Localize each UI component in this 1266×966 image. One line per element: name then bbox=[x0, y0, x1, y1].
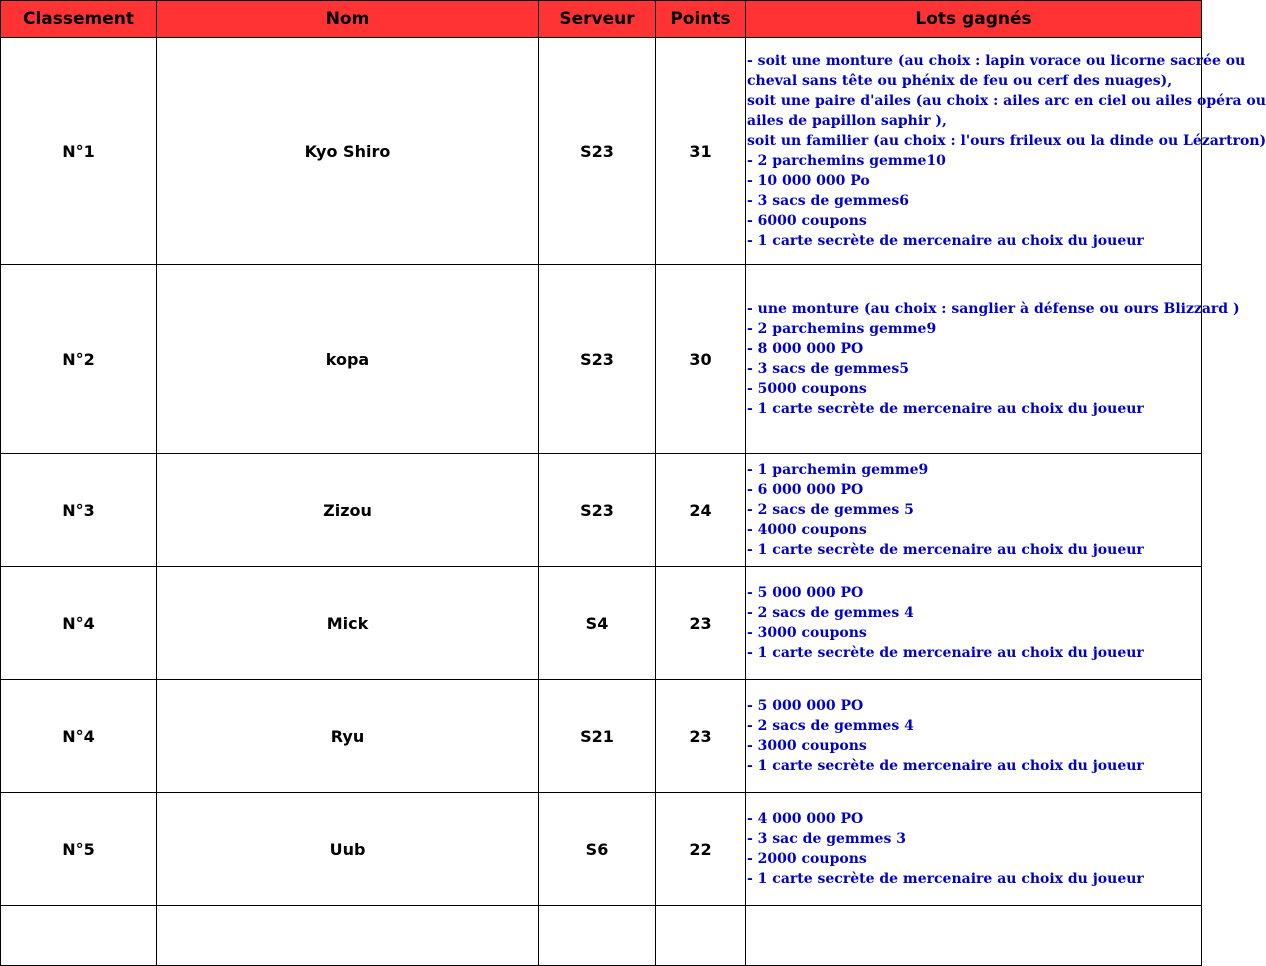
prize-line: - 3000 coupons bbox=[747, 738, 867, 754]
prize-line: - 1 carte secrète de mercenaire au choix du joueur bbox=[747, 233, 1144, 249]
prizes-cell bbox=[746, 680, 1202, 793]
prize-line: - 2 sacs de gemmes 5 bbox=[747, 502, 914, 518]
player-name-cell: Zizou bbox=[157, 454, 539, 567]
prizes-cell bbox=[746, 793, 1202, 906]
server-cell: S23 bbox=[539, 265, 656, 454]
prize-line: - 6 000 000 PO bbox=[747, 482, 864, 498]
prize-line: - 1 parchemin gemme9 bbox=[747, 462, 929, 478]
prizes-cell bbox=[746, 38, 1266, 265]
rank-cell: N°2 bbox=[1, 265, 157, 454]
prize-line: - 5000 coupons bbox=[747, 381, 867, 397]
server-cell: S6 bbox=[539, 793, 656, 906]
points-cell: 24 bbox=[656, 454, 746, 567]
player-name-cell: Ryu bbox=[157, 680, 539, 793]
server-cell bbox=[539, 906, 656, 966]
player-name-cell: kopa bbox=[157, 265, 539, 454]
points-cell: 31 bbox=[656, 38, 746, 265]
prize-line: - 5 000 000 PO bbox=[747, 698, 864, 714]
header-rank: Classement bbox=[1, 1, 157, 38]
prizes-cell bbox=[746, 906, 1202, 966]
prizes-cell bbox=[746, 454, 1202, 567]
table-row bbox=[1, 906, 1202, 966]
player-name-cell: Kyo Shiro bbox=[157, 38, 539, 265]
server-cell: S21 bbox=[539, 680, 656, 793]
prize-line: - 2 parchemins gemme10 bbox=[747, 153, 946, 169]
player-name-cell: Mick bbox=[157, 567, 539, 680]
prize-line: - 1 carte secrète de mercenaire au choix du joueur bbox=[747, 758, 1144, 774]
table-row bbox=[1, 38, 1202, 265]
prize-line: - 8 000 000 PO bbox=[747, 341, 864, 357]
prize-line: - 2 parchemins gemme9 bbox=[747, 321, 937, 337]
rank-cell: N°3 bbox=[1, 454, 157, 567]
points-cell: 23 bbox=[656, 680, 746, 793]
prize-line: - 6000 coupons bbox=[747, 213, 867, 229]
header-prizes: Lots gagnés bbox=[746, 1, 1202, 38]
table-row bbox=[1, 793, 1202, 906]
table-row bbox=[1, 265, 1202, 454]
prize-line: - 10 000 000 Po bbox=[747, 173, 870, 189]
prize-line: - une monture (au choix : sanglier à défense ou ours Blizzard ) bbox=[747, 301, 1240, 317]
prize-line: soit un familier (au choix : l'ours frileux ou la dinde ou Lézartron) bbox=[747, 133, 1266, 149]
header-row bbox=[1, 1, 1202, 38]
header-server: Serveur bbox=[539, 1, 656, 38]
points-cell: 22 bbox=[656, 793, 746, 906]
player-name-cell bbox=[157, 906, 539, 966]
ranking-body bbox=[1, 38, 1266, 966]
prize-line: - 4000 coupons bbox=[747, 522, 867, 538]
prize-line: - 1 carte secrète de mercenaire au choix du joueur bbox=[747, 542, 1144, 558]
rank-cell bbox=[1, 906, 157, 966]
prize-line: - soit une monture (au choix : lapin vorace ou licorne sacrée ou bbox=[747, 53, 1246, 69]
prize-line: cheval sans tête ou phénix de feu ou cerf des nuages), bbox=[747, 73, 1173, 89]
prize-line: - 5 000 000 PO bbox=[747, 585, 864, 601]
points-cell: 30 bbox=[656, 265, 746, 454]
server-cell: S23 bbox=[539, 38, 656, 265]
prize-line: - 2000 coupons bbox=[747, 851, 867, 867]
server-cell: S4 bbox=[539, 567, 656, 680]
points-cell bbox=[656, 906, 746, 966]
prizes-cell bbox=[746, 265, 1240, 454]
header-name: Nom bbox=[157, 1, 539, 38]
rank-cell: N°1 bbox=[1, 38, 157, 265]
header-points: Points bbox=[656, 1, 746, 38]
prize-line: - 3000 coupons bbox=[747, 625, 867, 641]
table-row bbox=[1, 454, 1202, 567]
prize-line: - 4 000 000 PO bbox=[747, 811, 864, 827]
rank-cell: N°4 bbox=[1, 680, 157, 793]
table-row bbox=[1, 567, 1202, 680]
prize-line: - 2 sacs de gemmes 4 bbox=[747, 605, 914, 621]
prize-line: - 1 carte secrète de mercenaire au choix du joueur bbox=[747, 401, 1144, 417]
table-row bbox=[1, 680, 1202, 793]
player-name-cell: Uub bbox=[157, 793, 539, 906]
prize-line: ailes de papillon saphir ), bbox=[747, 113, 947, 129]
prize-line: - 3 sacs de gemmes6 bbox=[747, 193, 909, 209]
prize-line: - 3 sac de gemmes 3 bbox=[747, 831, 906, 847]
prize-line: - 1 carte secrète de mercenaire au choix du joueur bbox=[747, 871, 1144, 887]
prizes-cell bbox=[746, 567, 1202, 680]
prize-line: - 1 carte secrète de mercenaire au choix du joueur bbox=[747, 645, 1144, 661]
points-cell: 23 bbox=[656, 567, 746, 680]
rank-cell: N°5 bbox=[1, 793, 157, 906]
prize-line: soit une paire d'ailes (au choix : ailes arc en ciel ou ailes opéra ou bbox=[747, 93, 1266, 109]
prize-line: - 3 sacs de gemmes5 bbox=[747, 361, 909, 377]
prize-line: - 2 sacs de gemmes 4 bbox=[747, 718, 914, 734]
server-cell: S23 bbox=[539, 454, 656, 567]
rank-cell: N°4 bbox=[1, 567, 157, 680]
